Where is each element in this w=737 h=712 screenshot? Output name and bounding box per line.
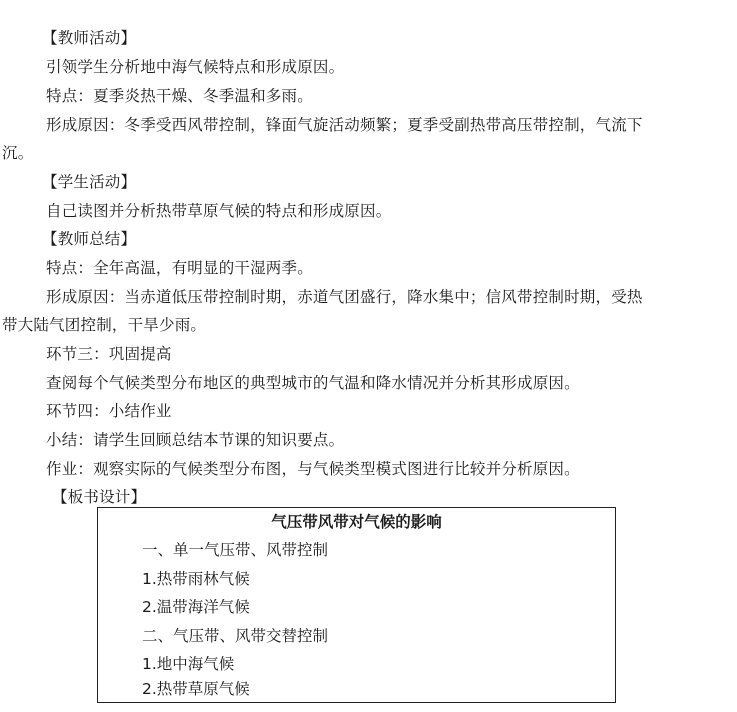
paragraph-line: 形成原因：冬季受西风带控制，锋面气旋活动频繁；夏季受副热带高压带控制，气流下 bbox=[46, 116, 643, 134]
section-heading-teacher-activity: 【教师活动】 bbox=[42, 29, 137, 47]
section-heading-step-three: 环节三：巩固提高 bbox=[46, 345, 172, 363]
section-heading-teacher-summary: 【教师总结】 bbox=[42, 230, 137, 248]
paragraph-line: 自己读图并分析热带草原气候的特点和形成原因。 bbox=[46, 202, 392, 220]
board-item: 1.地中海气候 bbox=[142, 655, 235, 673]
section-heading-step-four: 环节四：小结作业 bbox=[46, 402, 172, 420]
paragraph-line: 沉。 bbox=[2, 144, 34, 162]
paragraph-line: 作业：观察实际的气候类型分布图，与气候类型模式图进行比较并分析原因。 bbox=[46, 460, 580, 478]
board-item: 二、气压带、风带交替控制 bbox=[142, 627, 329, 645]
paragraph-line: 引领学生分析地中海气候特点和形成原因。 bbox=[46, 58, 345, 76]
section-heading-student-activity: 【学生活动】 bbox=[42, 173, 137, 191]
board-item: 2.温带海洋气候 bbox=[142, 598, 250, 616]
board-item: 一、单一气压带、风带控制 bbox=[142, 541, 329, 559]
paragraph-line: 形成原因：当赤道低压带控制时期，赤道气团盛行，降水集中；信风带控制时期，受热 bbox=[46, 288, 643, 306]
board-design-box bbox=[97, 507, 616, 703]
paragraph-line: 带大陆气团控制，干旱少雨。 bbox=[2, 316, 207, 334]
board-item: 1.热带雨林气候 bbox=[142, 570, 250, 588]
paragraph-line: 小结：请学生回顾总结本节课的知识要点。 bbox=[46, 431, 345, 449]
board-title: 气压带风带对气候的影响 bbox=[271, 513, 442, 531]
paragraph-line: 特点：全年高温，有明显的干湿两季。 bbox=[46, 259, 313, 277]
section-heading-board-design: 【板书设计】 bbox=[52, 488, 147, 506]
paragraph-line: 特点：夏季炎热干燥、冬季温和多雨。 bbox=[46, 87, 313, 105]
paragraph-line: 查阅每个气候类型分布地区的典型城市的气温和降水情况并分析其形成原因。 bbox=[46, 374, 580, 392]
board-item: 2.热带草原气候 bbox=[142, 680, 250, 698]
